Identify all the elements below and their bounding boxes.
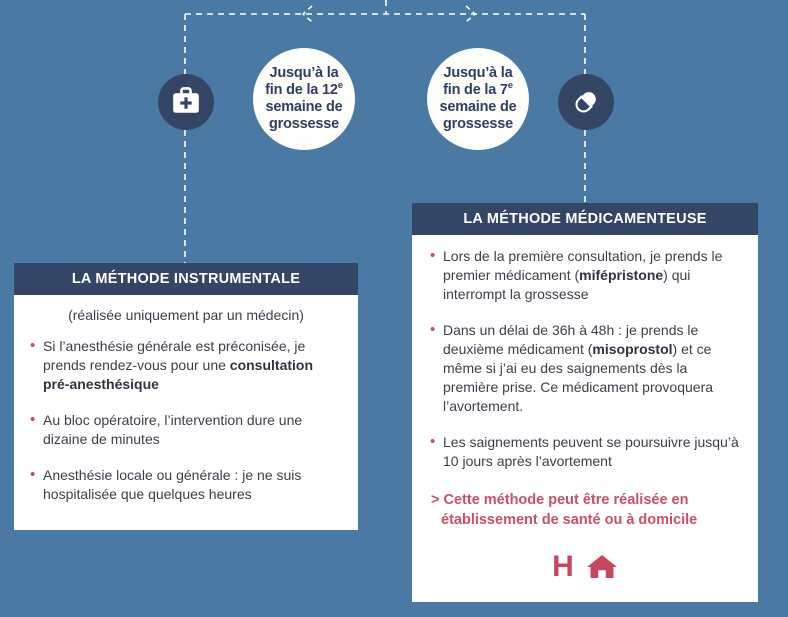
arrowhead-left-icon — [303, 6, 312, 22]
bullet-text-part2: ) qui interrompt la grossesse — [443, 267, 691, 303]
list-item — [430, 433, 740, 471]
bullet-text-bold: misoprostol — [592, 341, 673, 358]
timing-7-line1: Jusqu’à la — [443, 65, 513, 82]
timing-12-line3: semaine de — [265, 99, 343, 115]
bullet-text-part1: Les saignements peuvent se poursuivre jusqu’à 10 jours après l’avortement — [443, 434, 739, 470]
list-item — [430, 321, 740, 416]
list-item — [430, 247, 740, 304]
timing-12-line4: grossesse — [269, 115, 339, 132]
bullet-text-part1: Lors de la première consultation, je prends le premier médicament ( — [443, 248, 723, 284]
instrumental-method-body — [14, 295, 358, 530]
instrumental-bullet-list — [30, 337, 342, 504]
arrowhead-right-icon — [466, 6, 475, 22]
medication-method-header: LA MÉTHODE MÉDICAMENTEUSE — [412, 203, 758, 235]
bullet-text-bold: mifépristone — [579, 267, 664, 284]
pill-capsule-badge — [558, 74, 614, 130]
list-item — [30, 337, 342, 394]
instrumental-method-panel — [14, 263, 358, 530]
instrumental-method-subtitle: (réalisée uniquement par un médecin) — [68, 307, 304, 323]
medication-method-body — [412, 235, 758, 602]
timing-circle-7-weeks — [427, 48, 529, 150]
list-item — [30, 411, 342, 449]
timing-circle-12-text — [259, 65, 349, 133]
timing-7-line3: semaine de — [439, 99, 517, 115]
bullet-text-part1: Anesthésie locale ou générale : je ne suis hospitalisée que quelques heures — [43, 467, 302, 503]
medication-bullet-list — [430, 247, 740, 471]
bullet-text-part2: ) et ce même si j’ai eu des saignements dès la première prise. Ce médicament provoquera l’avortement. — [443, 341, 714, 415]
timing-circle-12-weeks — [253, 48, 355, 150]
medical-bag-icon — [169, 86, 203, 118]
instrumental-method-header: LA MÉTHODE INSTRUMENTALE — [14, 263, 358, 295]
list-item — [30, 466, 342, 504]
bullet-text-bold: consultation pré-anesthésique — [43, 357, 314, 393]
timing-7-line4: grossesse — [443, 115, 513, 132]
medication-callout: > Cette méthode peut être réalisée en établissement de santé ou à domicile — [431, 492, 698, 528]
medical-bag-badge — [158, 74, 214, 130]
bullet-text-part1: Dans un délai de 36h à 48h : je prends le deuxième médicament ( — [443, 322, 699, 358]
timing-12-ordinal: e — [337, 80, 343, 92]
pill-capsule-icon — [569, 85, 603, 119]
timing-7-ordinal: e — [507, 80, 513, 92]
timing-12-line2: fin de la 12 — [265, 82, 338, 99]
hospital-h-icon: H — [552, 550, 574, 584]
timing-circle-7-text — [434, 65, 523, 133]
bullet-text-part1: Au bloc opératoire, l’intervention dure une dizaine de minutes — [43, 412, 303, 448]
location-icon-row — [430, 552, 740, 582]
medication-method-panel — [412, 203, 758, 602]
bullet-text-part1: Si l’anesthésie générale est préconisée, je prends rendez-vous pour une — [43, 338, 306, 374]
house-icon — [586, 553, 618, 581]
timing-7-line2: fin de la 7 — [443, 82, 508, 99]
timing-12-line1: Jusqu’à la — [269, 65, 339, 82]
